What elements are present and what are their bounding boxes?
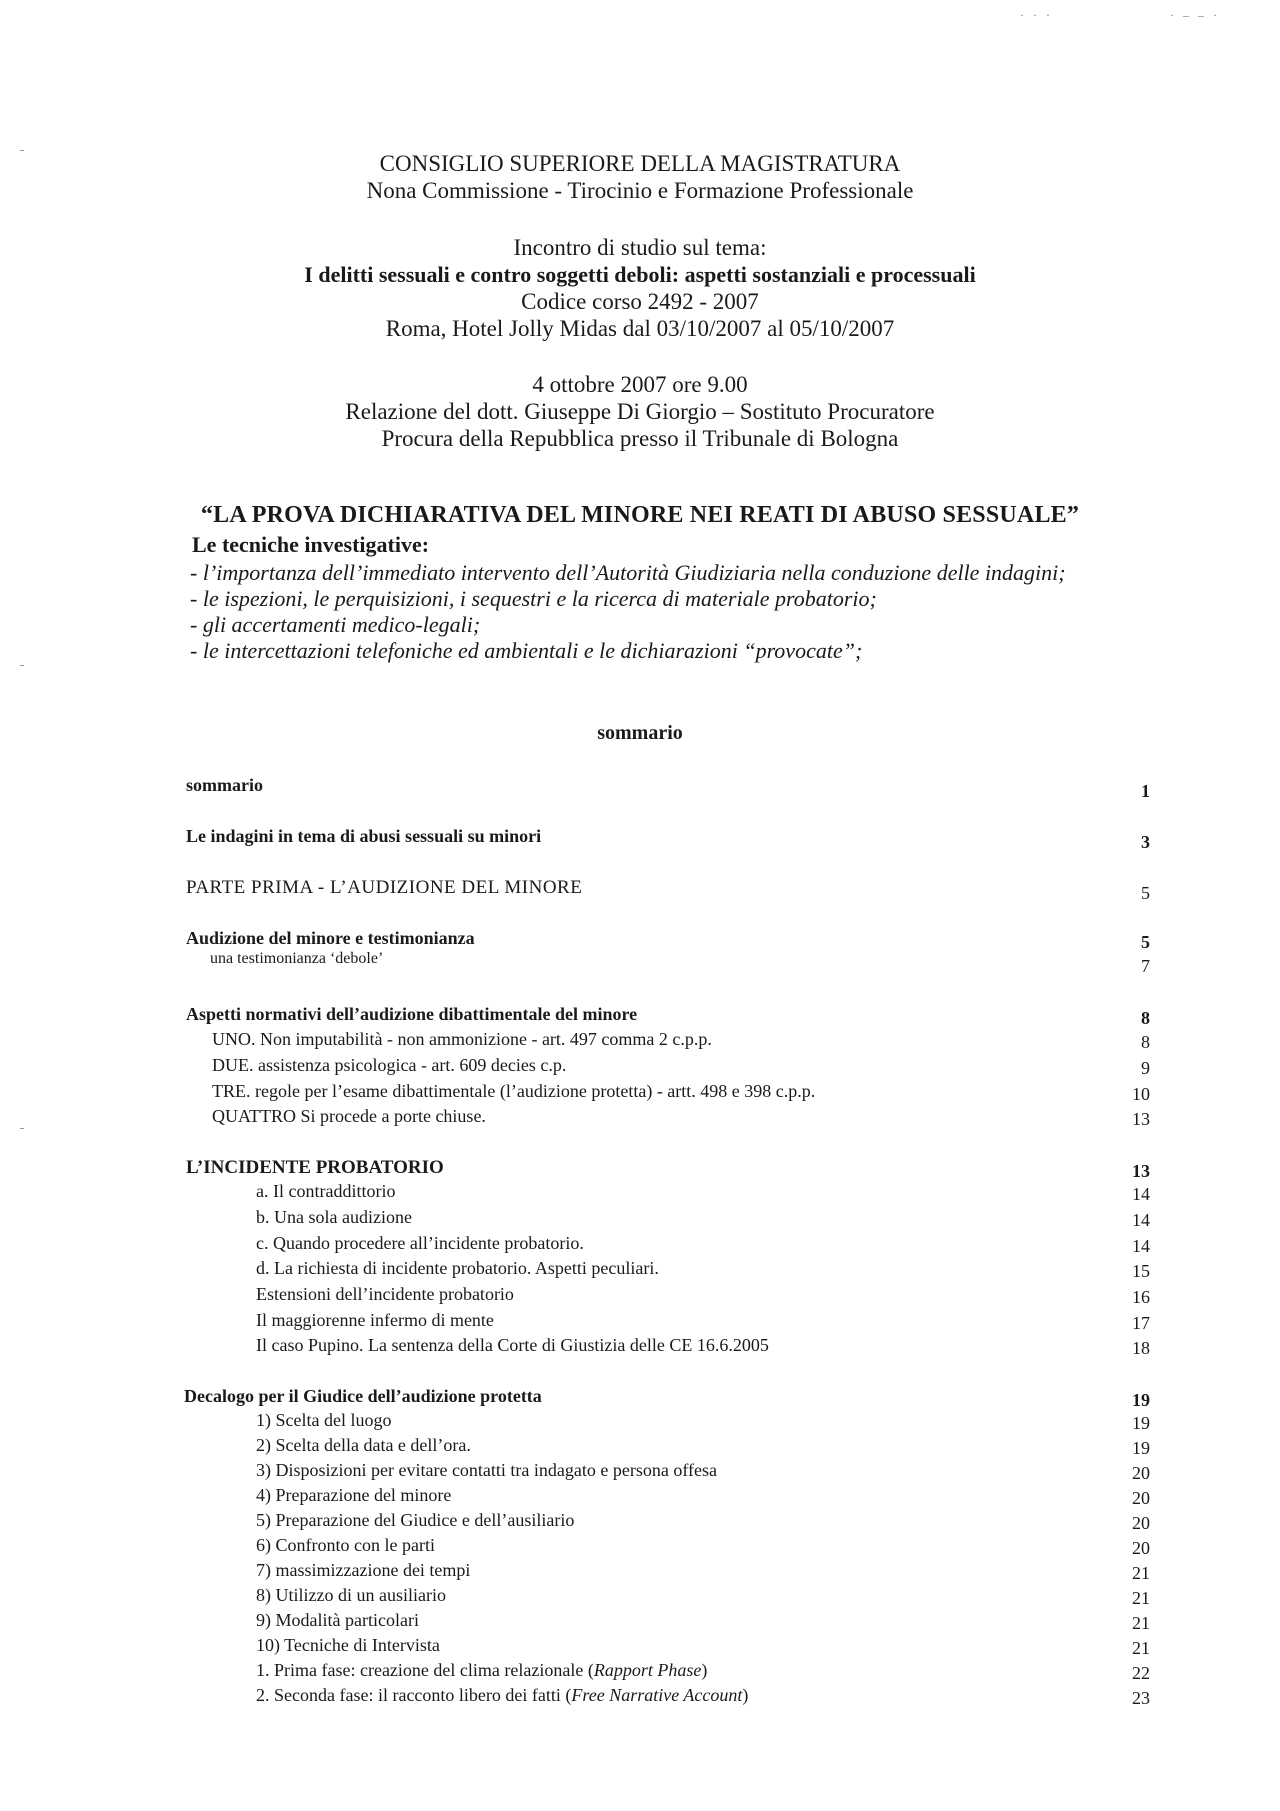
toc-entry[interactable]: [0, 1029, 1280, 1055]
toc-entry-page: 8: [1141, 1008, 1150, 1028]
toc-entry-title: 4) Preparazione del minore: [256, 1485, 452, 1505]
toc-entry-page: 21: [1132, 1613, 1150, 1633]
toc-entry[interactable]: [0, 1386, 1280, 1412]
toc-entry-title: 8) Utilizzo di un ausiliario: [256, 1585, 446, 1605]
toc-entry-title: 3) Disposizioni per evitare contatti tra indagato e persona offesa: [256, 1460, 718, 1480]
toc-entry-italic: Rapport Phase: [593, 1660, 702, 1680]
location-dates: Roma, Hotel Jolly Midas dal 03/10/2007 al 05/10/2007: [385, 316, 895, 341]
report-title: “LA PROVA DICHIARATIVA DEL MINORE NEI REATI DI ABUSO SESSUALE”: [200, 502, 1080, 528]
report-subtitle: Le tecniche investigative:: [192, 532, 430, 557]
toc-entry-page: 15: [1132, 1261, 1150, 1281]
toc-entry-page: 19: [1132, 1390, 1150, 1410]
scan-artifact: · · ·: [1020, 8, 1053, 22]
toc-entry-page: 19: [1132, 1413, 1150, 1433]
toc-entry-page: 21: [1132, 1588, 1150, 1608]
toc-entry-page: 3: [1141, 832, 1150, 852]
toc-entry-page: 18: [1132, 1338, 1150, 1358]
toc-entry-title: 2) Scelta della data e dell’ora.: [256, 1435, 471, 1455]
toc-entry-title: a. Il contraddittorio: [256, 1181, 396, 1201]
scan-artifact: [20, 665, 24, 666]
toc-entry-text: 2. Seconda fase: il racconto libero dei fatti (: [256, 1685, 572, 1705]
toc-entry[interactable]: [0, 1685, 1280, 1711]
topic-item: - le intercettazioni telefoniche ed ambientali e le dichiarazioni “provocate”;: [190, 638, 863, 663]
toc-entry-page: 13: [1132, 1161, 1150, 1181]
toc-entry-title: [256, 1660, 707, 1681]
toc-entry[interactable]: [0, 1335, 1280, 1361]
toc-entry[interactable]: [0, 950, 1280, 976]
toc-entry-page: 1: [1141, 781, 1150, 801]
toc-entry[interactable]: [0, 1435, 1280, 1461]
toc-entry[interactable]: [0, 1510, 1280, 1536]
toc-entry-title: TRE. regole per l’esame dibattimentale (l’audizione protetta) - artt. 498 e 398 c.p.p.: [212, 1081, 816, 1101]
toc-entry-page: 9: [1141, 1058, 1150, 1078]
toc-entry-title: Estensioni dell’incidente probatorio: [256, 1284, 514, 1304]
toc-entry[interactable]: [0, 1055, 1280, 1081]
toc-entry-page: 19: [1132, 1438, 1150, 1458]
toc-entry-close: ): [701, 1660, 708, 1680]
toc-entry-title: 1) Scelta del luogo: [256, 1410, 392, 1430]
toc-entry-page: 23: [1132, 1688, 1150, 1708]
toc-entry[interactable]: [0, 1585, 1280, 1611]
toc-entry[interactable]: [0, 877, 1280, 903]
toc-entry[interactable]: [0, 1610, 1280, 1636]
toc-entry[interactable]: [0, 1157, 1280, 1183]
toc-entry-close: ): [742, 1685, 749, 1705]
toc-entry[interactable]: [0, 826, 1280, 852]
toc-entry[interactable]: [0, 1560, 1280, 1586]
toc-entry-page: 21: [1132, 1638, 1150, 1658]
commission-name: Nona Commissione - Tirocinio e Formazione Professionale: [366, 178, 914, 203]
toc-entry-title: 10) Tecniche di Intervista: [256, 1635, 440, 1655]
toc-entry-title: 7) massimizzazione dei tempi: [256, 1560, 471, 1580]
toc-entry-page: 14: [1132, 1236, 1150, 1256]
toc-entry-page: 8: [1141, 1032, 1150, 1052]
toc-entry[interactable]: [0, 1284, 1280, 1310]
toc-entry-title: Il caso Pupino. La sentenza della Corte di Giustizia delle CE 16.6.2005: [256, 1335, 769, 1355]
toc-entry[interactable]: [0, 1233, 1280, 1259]
toc-entry-page: 21: [1132, 1563, 1150, 1583]
toc-entry-page: 20: [1132, 1463, 1150, 1483]
meeting-intro: Incontro di studio sul tema:: [513, 235, 767, 260]
toc-entry-title: sommario: [186, 775, 263, 795]
topic-item: - l’importanza dell’immediato intervento dell’Autorità Giudiziaria nella conduzione delle indagini;: [190, 560, 1066, 585]
toc-entry-text: 1. Prima fase: creazione del clima relazionale (: [256, 1660, 594, 1680]
toc-entry-page: 13: [1132, 1109, 1150, 1129]
toc-entry-title: 6) Confronto con le parti: [256, 1535, 435, 1555]
toc-entry-page: 22: [1132, 1663, 1150, 1683]
session-date: 4 ottobre 2007 ore 9.00: [532, 372, 748, 397]
toc-entry-title: Il maggiorenne infermo di mente: [256, 1310, 494, 1330]
meeting-topic: I delitti sessuali e contro soggetti deboli: aspetti sostanziali e processuali: [304, 262, 976, 287]
speaker: Relazione del dott. Giuseppe Di Giorgio – Sostituto Procuratore: [345, 399, 935, 424]
toc-entry-page: 5: [1141, 932, 1150, 952]
toc-entry[interactable]: [0, 1106, 1280, 1132]
toc-entry-title: [256, 1685, 748, 1706]
toc-entry-title: Decalogo per il Giudice dell’audizione protetta: [184, 1386, 542, 1406]
toc-entry-page: 14: [1132, 1210, 1150, 1230]
toc-entry[interactable]: [0, 1535, 1280, 1561]
toc-entry-title: d. La richiesta di incidente probatorio. Aspetti peculiari.: [256, 1258, 659, 1278]
course-code: Codice corso 2492 - 2007: [521, 289, 759, 314]
toc-entry-page: 7: [1141, 956, 1150, 976]
toc-entry[interactable]: [0, 1660, 1280, 1686]
toc-entry-title: c. Quando procedere all’incidente probatorio.: [256, 1233, 584, 1253]
toc-entry-page: 17: [1132, 1313, 1150, 1333]
toc-entry[interactable]: [0, 1635, 1280, 1661]
toc-entry-title: DUE. assistenza psicologica - art. 609 decies c.p.: [212, 1055, 567, 1075]
toc-entry-page: 5: [1141, 883, 1150, 903]
toc-entry-title: 5) Preparazione del Giudice e dell’ausiliario: [256, 1510, 575, 1530]
toc-entry-title: b. Una sola audizione: [256, 1207, 412, 1227]
toc-entry-page: 16: [1132, 1287, 1150, 1307]
toc-entry-title: Le indagini in tema di abusi sessuali su minori: [186, 826, 542, 846]
topic-item: - le ispezioni, le perquisizioni, i sequestri e la ricerca di materiale probatorio;: [190, 586, 877, 611]
toc-entry-title: PARTE PRIMA - L’AUDIZIONE DEL MINORE: [186, 877, 583, 898]
toc-entry[interactable]: [0, 1181, 1280, 1207]
toc-entry-title: QUATTRO Si procede a porte chiuse.: [212, 1106, 486, 1126]
scan-artifact: · – – ·: [1170, 8, 1220, 22]
toc-entry-page: 14: [1132, 1184, 1150, 1204]
topic-list: [190, 560, 1066, 664]
toc-entry-title: una testimonianza ‘debole’: [210, 950, 384, 967]
office: Procura della Repubblica presso il Tribunale di Bologna: [381, 426, 899, 451]
toc-entry-title: L’INCIDENTE PROBATORIO: [186, 1157, 444, 1178]
toc-entry-title: Audizione del minore e testimonianza: [186, 928, 475, 948]
toc-entry-page: 20: [1132, 1488, 1150, 1508]
toc-entry[interactable]: [0, 1410, 1280, 1436]
toc-heading: sommario: [597, 722, 683, 744]
toc-entry[interactable]: [0, 1004, 1280, 1030]
toc-entry[interactable]: [0, 1485, 1280, 1511]
toc-entry[interactable]: [0, 1207, 1280, 1233]
toc-entry[interactable]: [0, 1081, 1280, 1107]
toc-entry-page: 20: [1132, 1513, 1150, 1533]
toc-entry-title: 9) Modalità particolari: [256, 1610, 419, 1630]
toc-entry-title: Aspetti normativi dell’audizione dibattimentale del minore: [186, 1004, 638, 1024]
toc-entry[interactable]: [0, 1258, 1280, 1284]
toc-entry-page: 10: [1132, 1084, 1150, 1104]
toc-entry[interactable]: [0, 775, 1280, 801]
toc-entry-title: UNO. Non imputabilità - non ammonizione - art. 497 comma 2 c.p.p.: [212, 1029, 712, 1049]
toc-entry-italic: Free Narrative Account: [571, 1685, 743, 1705]
toc-entry[interactable]: [0, 1460, 1280, 1486]
topic-item: - gli accertamenti medico-legali;: [190, 612, 481, 637]
toc-entry[interactable]: [0, 1310, 1280, 1336]
council-name: CONSIGLIO SUPERIORE DELLA MAGISTRATURA: [379, 151, 901, 176]
toc-entry-page: 20: [1132, 1538, 1150, 1558]
